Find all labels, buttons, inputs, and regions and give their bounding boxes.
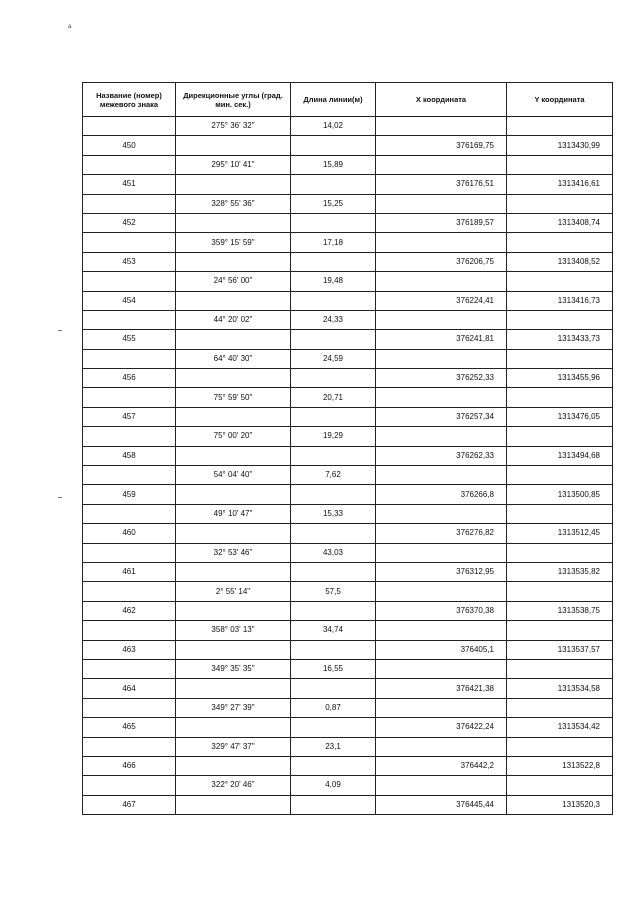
empty-cell bbox=[83, 621, 176, 640]
x-coordinate-cell: 376276,82 bbox=[376, 524, 507, 543]
page-corner-mark: a bbox=[68, 24, 72, 30]
line-length-cell: 15,25 bbox=[291, 194, 376, 213]
empty-cell bbox=[83, 427, 176, 446]
y-coordinate-cell: 1313408,74 bbox=[507, 213, 613, 232]
empty-cell bbox=[507, 698, 613, 717]
header-line-length: Длина линии(м) bbox=[291, 83, 376, 117]
y-coordinate-cell: 1313416,61 bbox=[507, 175, 613, 194]
empty-cell bbox=[176, 795, 291, 814]
empty-cell bbox=[376, 194, 507, 213]
empty-cell bbox=[376, 737, 507, 756]
segment-row bbox=[83, 698, 613, 717]
point-name-cell: 458 bbox=[83, 446, 176, 465]
empty-cell bbox=[176, 756, 291, 775]
empty-cell bbox=[176, 485, 291, 504]
point-name-cell: 452 bbox=[83, 213, 176, 232]
segment-row bbox=[83, 737, 613, 756]
empty-cell bbox=[291, 601, 376, 620]
empty-cell bbox=[83, 466, 176, 485]
point-row bbox=[83, 718, 613, 737]
x-coordinate-cell: 376370,38 bbox=[376, 601, 507, 620]
x-coordinate-cell: 376442,2 bbox=[376, 756, 507, 775]
point-row bbox=[83, 601, 613, 620]
line-length-cell: 23,1 bbox=[291, 737, 376, 756]
empty-cell bbox=[176, 213, 291, 232]
empty-cell bbox=[507, 621, 613, 640]
y-coordinate-cell: 1313522,8 bbox=[507, 756, 613, 775]
segment-row bbox=[83, 155, 613, 174]
point-row bbox=[83, 252, 613, 271]
segment-row bbox=[83, 427, 613, 446]
point-name-cell: 459 bbox=[83, 485, 176, 504]
header-x-coordinate: X координата bbox=[376, 83, 507, 117]
segment-row bbox=[83, 233, 613, 252]
point-name-cell: 451 bbox=[83, 175, 176, 194]
point-name-cell: 462 bbox=[83, 601, 176, 620]
empty-cell bbox=[507, 582, 613, 601]
empty-cell bbox=[376, 272, 507, 291]
line-length-cell: 15,33 bbox=[291, 504, 376, 523]
line-length-cell: 7,62 bbox=[291, 466, 376, 485]
point-row bbox=[83, 795, 613, 814]
segment-row bbox=[83, 621, 613, 640]
y-coordinate-cell: 1313416,73 bbox=[507, 291, 613, 310]
y-coordinate-cell: 1313500,85 bbox=[507, 485, 613, 504]
empty-cell bbox=[291, 175, 376, 194]
direction-angle-cell: 44° 20' 02" bbox=[176, 310, 291, 329]
direction-angle-cell: 64° 40' 30" bbox=[176, 349, 291, 368]
empty-cell bbox=[291, 640, 376, 659]
empty-cell bbox=[507, 466, 613, 485]
direction-angle-cell: 54° 04' 40" bbox=[176, 466, 291, 485]
x-coordinate-cell: 376422,24 bbox=[376, 718, 507, 737]
direction-angle-cell: 2° 55' 14" bbox=[176, 582, 291, 601]
empty-cell bbox=[83, 543, 176, 562]
direction-angle-cell: 322° 20' 46" bbox=[176, 776, 291, 795]
empty-cell bbox=[83, 233, 176, 252]
point-row bbox=[83, 524, 613, 543]
point-name-cell: 463 bbox=[83, 640, 176, 659]
x-coordinate-cell: 376224,41 bbox=[376, 291, 507, 310]
empty-cell bbox=[176, 640, 291, 659]
direction-angle-cell: 349° 35' 35" bbox=[176, 659, 291, 678]
empty-cell bbox=[507, 776, 613, 795]
segment-row bbox=[83, 388, 613, 407]
empty-cell bbox=[291, 562, 376, 581]
y-coordinate-cell: 1313408,52 bbox=[507, 252, 613, 271]
point-name-cell: 453 bbox=[83, 252, 176, 271]
point-row bbox=[83, 330, 613, 349]
empty-cell bbox=[176, 446, 291, 465]
empty-cell bbox=[376, 466, 507, 485]
header-y-coordinate: Y координата bbox=[507, 83, 613, 117]
point-name-cell: 466 bbox=[83, 756, 176, 775]
header-direction-angle: Дирекционные углы (град. мин. сек.) bbox=[176, 83, 291, 117]
x-coordinate-cell: 376189,57 bbox=[376, 213, 507, 232]
empty-cell bbox=[83, 698, 176, 717]
empty-cell bbox=[507, 272, 613, 291]
segment-row bbox=[83, 504, 613, 523]
empty-cell bbox=[176, 679, 291, 698]
y-coordinate-cell: 1313538,75 bbox=[507, 601, 613, 620]
point-row bbox=[83, 369, 613, 388]
point-row bbox=[83, 136, 613, 155]
y-coordinate-cell: 1313535,82 bbox=[507, 562, 613, 581]
empty-cell bbox=[83, 582, 176, 601]
direction-angle-cell: 329° 47' 37" bbox=[176, 737, 291, 756]
x-coordinate-cell: 376252,33 bbox=[376, 369, 507, 388]
margin-tick bbox=[58, 497, 62, 498]
direction-angle-cell: 275° 36' 32" bbox=[176, 117, 291, 136]
empty-cell bbox=[507, 388, 613, 407]
empty-cell bbox=[291, 252, 376, 271]
empty-cell bbox=[507, 117, 613, 136]
point-name-cell: 454 bbox=[83, 291, 176, 310]
x-coordinate-cell: 376262,33 bbox=[376, 446, 507, 465]
point-name-cell: 457 bbox=[83, 407, 176, 426]
point-row bbox=[83, 407, 613, 426]
empty-cell bbox=[291, 213, 376, 232]
empty-cell bbox=[291, 718, 376, 737]
empty-cell bbox=[83, 310, 176, 329]
direction-angle-cell: 349° 27' 39" bbox=[176, 698, 291, 717]
line-length-cell: 16,55 bbox=[291, 659, 376, 678]
point-row bbox=[83, 446, 613, 465]
line-length-cell: 4,09 bbox=[291, 776, 376, 795]
margin-tick bbox=[58, 330, 62, 331]
boundary-coordinates-table bbox=[82, 82, 613, 815]
direction-angle-cell: 32° 53' 46" bbox=[176, 543, 291, 562]
x-coordinate-cell: 376257,34 bbox=[376, 407, 507, 426]
segment-row bbox=[83, 543, 613, 562]
empty-cell bbox=[376, 117, 507, 136]
header-point-name: Название (номер) межевого знака bbox=[83, 83, 176, 117]
table-body bbox=[83, 117, 613, 815]
empty-cell bbox=[507, 543, 613, 562]
empty-cell bbox=[176, 524, 291, 543]
point-row bbox=[83, 640, 613, 659]
empty-cell bbox=[176, 175, 291, 194]
empty-cell bbox=[291, 679, 376, 698]
empty-cell bbox=[291, 524, 376, 543]
empty-cell bbox=[83, 659, 176, 678]
table-header-row bbox=[83, 83, 613, 117]
empty-cell bbox=[376, 504, 507, 523]
y-coordinate-cell: 1313455,96 bbox=[507, 369, 613, 388]
direction-angle-cell: 295° 10' 41" bbox=[176, 155, 291, 174]
empty-cell bbox=[291, 446, 376, 465]
point-row bbox=[83, 291, 613, 310]
point-name-cell: 464 bbox=[83, 679, 176, 698]
empty-cell bbox=[291, 756, 376, 775]
empty-cell bbox=[376, 155, 507, 174]
segment-row bbox=[83, 776, 613, 795]
y-coordinate-cell: 1313537,57 bbox=[507, 640, 613, 659]
point-row bbox=[83, 213, 613, 232]
direction-angle-cell: 75° 59' 50" bbox=[176, 388, 291, 407]
empty-cell bbox=[291, 330, 376, 349]
empty-cell bbox=[291, 407, 376, 426]
x-coordinate-cell: 376176,51 bbox=[376, 175, 507, 194]
empty-cell bbox=[291, 795, 376, 814]
direction-angle-cell: 358° 03' 13" bbox=[176, 621, 291, 640]
y-coordinate-cell: 1313430,99 bbox=[507, 136, 613, 155]
y-coordinate-cell: 1313534,42 bbox=[507, 718, 613, 737]
empty-cell bbox=[291, 291, 376, 310]
segment-row bbox=[83, 582, 613, 601]
line-length-cell: 20,71 bbox=[291, 388, 376, 407]
empty-cell bbox=[176, 718, 291, 737]
empty-cell bbox=[176, 291, 291, 310]
y-coordinate-cell: 1313534,58 bbox=[507, 679, 613, 698]
empty-cell bbox=[291, 485, 376, 504]
empty-cell bbox=[176, 562, 291, 581]
point-name-cell: 467 bbox=[83, 795, 176, 814]
empty-cell bbox=[376, 621, 507, 640]
line-length-cell: 17,18 bbox=[291, 233, 376, 252]
segment-row bbox=[83, 194, 613, 213]
empty-cell bbox=[507, 233, 613, 252]
point-row bbox=[83, 485, 613, 504]
point-row bbox=[83, 175, 613, 194]
empty-cell bbox=[507, 194, 613, 213]
x-coordinate-cell: 376421,38 bbox=[376, 679, 507, 698]
segment-row bbox=[83, 659, 613, 678]
empty-cell bbox=[83, 155, 176, 174]
point-row bbox=[83, 679, 613, 698]
empty-cell bbox=[83, 272, 176, 291]
direction-angle-cell: 328° 55' 36" bbox=[176, 194, 291, 213]
x-coordinate-cell: 376241,81 bbox=[376, 330, 507, 349]
empty-cell bbox=[376, 349, 507, 368]
y-coordinate-cell: 1313494,68 bbox=[507, 446, 613, 465]
x-coordinate-cell: 376206,75 bbox=[376, 252, 507, 271]
point-name-cell: 461 bbox=[83, 562, 176, 581]
line-length-cell: 24,33 bbox=[291, 310, 376, 329]
empty-cell bbox=[83, 737, 176, 756]
line-length-cell: 57,5 bbox=[291, 582, 376, 601]
direction-angle-cell: 49° 10' 47" bbox=[176, 504, 291, 523]
line-length-cell: 43,03 bbox=[291, 543, 376, 562]
point-row bbox=[83, 756, 613, 775]
empty-cell bbox=[507, 349, 613, 368]
line-length-cell: 15,89 bbox=[291, 155, 376, 174]
y-coordinate-cell: 1313520,3 bbox=[507, 795, 613, 814]
line-length-cell: 34,74 bbox=[291, 621, 376, 640]
y-coordinate-cell: 1313433,73 bbox=[507, 330, 613, 349]
x-coordinate-cell: 376445,44 bbox=[376, 795, 507, 814]
empty-cell bbox=[176, 136, 291, 155]
direction-angle-cell: 75° 00' 20" bbox=[176, 427, 291, 446]
empty-cell bbox=[376, 233, 507, 252]
direction-angle-cell: 359° 15' 59" bbox=[176, 233, 291, 252]
line-length-cell: 19,29 bbox=[291, 427, 376, 446]
point-name-cell: 455 bbox=[83, 330, 176, 349]
empty-cell bbox=[176, 601, 291, 620]
empty-cell bbox=[376, 388, 507, 407]
empty-cell bbox=[376, 776, 507, 795]
x-coordinate-cell: 376169,75 bbox=[376, 136, 507, 155]
empty-cell bbox=[83, 117, 176, 136]
line-length-cell: 14,02 bbox=[291, 117, 376, 136]
point-name-cell: 450 bbox=[83, 136, 176, 155]
empty-cell bbox=[83, 776, 176, 795]
point-name-cell: 460 bbox=[83, 524, 176, 543]
segment-row bbox=[83, 310, 613, 329]
point-name-cell: 456 bbox=[83, 369, 176, 388]
empty-cell bbox=[83, 388, 176, 407]
empty-cell bbox=[176, 330, 291, 349]
empty-cell bbox=[376, 659, 507, 678]
empty-cell bbox=[376, 698, 507, 717]
empty-cell bbox=[83, 349, 176, 368]
x-coordinate-cell: 376312,95 bbox=[376, 562, 507, 581]
empty-cell bbox=[507, 427, 613, 446]
point-name-cell: 465 bbox=[83, 718, 176, 737]
x-coordinate-cell: 376405,1 bbox=[376, 640, 507, 659]
empty-cell bbox=[83, 504, 176, 523]
empty-cell bbox=[507, 659, 613, 678]
empty-cell bbox=[376, 582, 507, 601]
segment-row bbox=[83, 466, 613, 485]
empty-cell bbox=[176, 369, 291, 388]
empty-cell bbox=[83, 194, 176, 213]
empty-cell bbox=[291, 136, 376, 155]
empty-cell bbox=[376, 543, 507, 562]
segment-row bbox=[83, 272, 613, 291]
empty-cell bbox=[507, 155, 613, 174]
line-length-cell: 24,59 bbox=[291, 349, 376, 368]
point-row bbox=[83, 562, 613, 581]
line-length-cell: 0,87 bbox=[291, 698, 376, 717]
y-coordinate-cell: 1313512,45 bbox=[507, 524, 613, 543]
y-coordinate-cell: 1313476,05 bbox=[507, 407, 613, 426]
x-coordinate-cell: 376266,8 bbox=[376, 485, 507, 504]
empty-cell bbox=[376, 310, 507, 329]
line-length-cell: 19,48 bbox=[291, 272, 376, 291]
empty-cell bbox=[507, 737, 613, 756]
segment-row bbox=[83, 349, 613, 368]
empty-cell bbox=[376, 427, 507, 446]
empty-cell bbox=[176, 407, 291, 426]
empty-cell bbox=[291, 369, 376, 388]
segment-row bbox=[83, 117, 613, 136]
empty-cell bbox=[507, 504, 613, 523]
empty-cell bbox=[507, 310, 613, 329]
direction-angle-cell: 24° 56' 00" bbox=[176, 272, 291, 291]
empty-cell bbox=[176, 252, 291, 271]
